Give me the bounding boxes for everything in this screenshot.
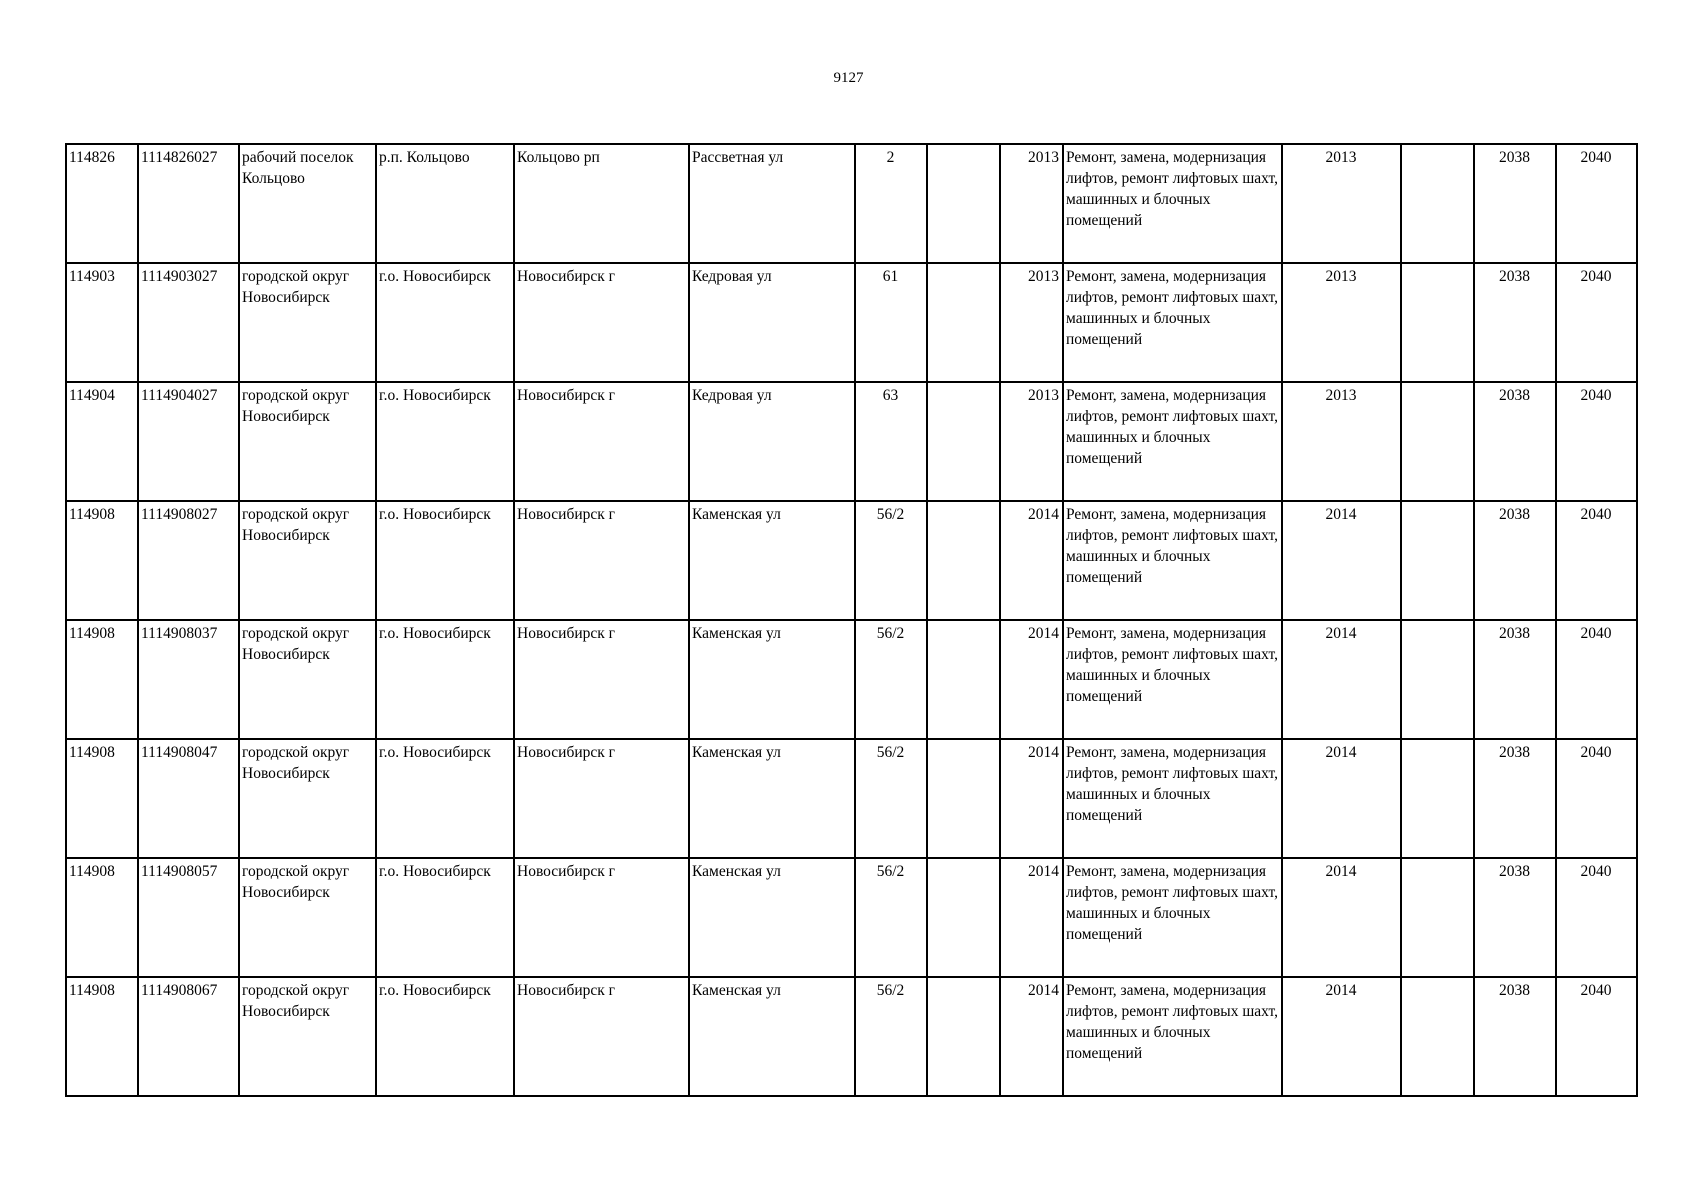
cell-year-built: 2013	[1000, 263, 1063, 382]
table-row	[66, 382, 1637, 501]
cell-id: 114908	[66, 977, 138, 1096]
cell-id: 114904	[66, 382, 138, 501]
cell-street: Рассветная ул	[689, 144, 855, 263]
page-number: 9127	[833, 70, 864, 86]
cell-settlement: Новосибирск г	[514, 620, 689, 739]
cell-work-type: Ремонт, замена, модернизация лифтов, ремонт лифтовых шахт, машинных и блочных помещений	[1063, 977, 1282, 1096]
cell-id: 114908	[66, 739, 138, 858]
cell-blank-1	[927, 263, 1000, 382]
cell-street: Каменская ул	[689, 739, 855, 858]
cell-street: Кедровая ул	[689, 263, 855, 382]
cell-house: 63	[855, 382, 927, 501]
cell-municipality-short: г.о. Новосибирск	[376, 382, 514, 501]
cell-blank-1	[927, 858, 1000, 977]
cell-house: 56/2	[855, 501, 927, 620]
table-row	[66, 739, 1637, 858]
cell-house: 56/2	[855, 977, 927, 1096]
cell-settlement: Новосибирск г	[514, 977, 689, 1096]
cell-municipality: рабочий поселок Кольцово	[239, 144, 376, 263]
cell-year-built: 2014	[1000, 620, 1063, 739]
cell-work-type: Ремонт, замена, модернизация лифтов, ремонт лифтовых шахт, машинных и блочных помещений	[1063, 739, 1282, 858]
cell-blank-1	[927, 382, 1000, 501]
cell-municipality-short: г.о. Новосибирск	[376, 739, 514, 858]
cell-year-b: 2040	[1556, 739, 1637, 858]
cell-street: Каменская ул	[689, 858, 855, 977]
cell-code: 1114826027	[138, 144, 239, 263]
cell-street: Каменская ул	[689, 977, 855, 1096]
cell-blank-1	[927, 620, 1000, 739]
cell-blank-2	[1401, 144, 1474, 263]
cell-blank-1	[927, 501, 1000, 620]
cell-year-a: 2038	[1474, 263, 1556, 382]
cell-street: Каменская ул	[689, 501, 855, 620]
cell-year-work: 2014	[1282, 858, 1401, 977]
cell-municipality-short: р.п. Кольцово	[376, 144, 514, 263]
cell-municipality-short: г.о. Новосибирск	[376, 263, 514, 382]
cell-year-built: 2014	[1000, 858, 1063, 977]
cell-year-b: 2040	[1556, 977, 1637, 1096]
registry-table	[65, 143, 1638, 1097]
cell-blank-1	[927, 144, 1000, 263]
table-row	[66, 977, 1637, 1096]
cell-year-work: 2014	[1282, 739, 1401, 858]
table-row	[66, 620, 1637, 739]
cell-year-work: 2013	[1282, 382, 1401, 501]
cell-blank-2	[1401, 263, 1474, 382]
cell-year-a: 2038	[1474, 739, 1556, 858]
cell-blank-2	[1401, 501, 1474, 620]
cell-settlement: Новосибирск г	[514, 858, 689, 977]
table-row	[66, 501, 1637, 620]
cell-code: 1114908037	[138, 620, 239, 739]
cell-year-built: 2013	[1000, 382, 1063, 501]
cell-year-a: 2038	[1474, 858, 1556, 977]
cell-blank-2	[1401, 977, 1474, 1096]
cell-settlement: Новосибирск г	[514, 382, 689, 501]
cell-work-type: Ремонт, замена, модернизация лифтов, ремонт лифтовых шахт, машинных и блочных помещений	[1063, 620, 1282, 739]
cell-house: 61	[855, 263, 927, 382]
cell-year-b: 2040	[1556, 263, 1637, 382]
cell-year-a: 2038	[1474, 382, 1556, 501]
table-row	[66, 263, 1637, 382]
cell-id: 114826	[66, 144, 138, 263]
cell-code: 1114908047	[138, 739, 239, 858]
cell-code: 1114904027	[138, 382, 239, 501]
cell-year-b: 2040	[1556, 382, 1637, 501]
table-body	[66, 144, 1637, 1096]
cell-blank-2	[1401, 620, 1474, 739]
cell-work-type: Ремонт, замена, модернизация лифтов, ремонт лифтовых шахт, машинных и блочных помещений	[1063, 263, 1282, 382]
table-row	[66, 858, 1637, 977]
cell-id: 114908	[66, 620, 138, 739]
cell-municipality: городской округ Новосибирск	[239, 858, 376, 977]
cell-settlement: Новосибирск г	[514, 263, 689, 382]
cell-year-built: 2014	[1000, 739, 1063, 858]
cell-work-type: Ремонт, замена, модернизация лифтов, ремонт лифтовых шахт, машинных и блочных помещений	[1063, 144, 1282, 263]
cell-year-a: 2038	[1474, 620, 1556, 739]
cell-id: 114903	[66, 263, 138, 382]
cell-year-work: 2014	[1282, 501, 1401, 620]
cell-municipality: городской округ Новосибирск	[239, 739, 376, 858]
cell-year-built: 2014	[1000, 977, 1063, 1096]
cell-blank-2	[1401, 858, 1474, 977]
cell-code: 1114908027	[138, 501, 239, 620]
cell-year-b: 2040	[1556, 501, 1637, 620]
cell-house: 56/2	[855, 739, 927, 858]
cell-municipality: городской округ Новосибирск	[239, 263, 376, 382]
cell-municipality: городской округ Новосибирск	[239, 620, 376, 739]
cell-work-type: Ремонт, замена, модернизация лифтов, ремонт лифтовых шахт, машинных и блочных помещений	[1063, 382, 1282, 501]
cell-code: 1114903027	[138, 263, 239, 382]
cell-year-work: 2013	[1282, 144, 1401, 263]
cell-street: Каменская ул	[689, 620, 855, 739]
cell-municipality-short: г.о. Новосибирск	[376, 977, 514, 1096]
cell-id: 114908	[66, 501, 138, 620]
cell-year-work: 2014	[1282, 620, 1401, 739]
cell-year-b: 2040	[1556, 620, 1637, 739]
cell-blank-2	[1401, 382, 1474, 501]
cell-house: 56/2	[855, 620, 927, 739]
cell-work-type: Ремонт, замена, модернизация лифтов, ремонт лифтовых шахт, машинных и блочных помещений	[1063, 501, 1282, 620]
cell-blank-1	[927, 739, 1000, 858]
cell-work-type: Ремонт, замена, модернизация лифтов, ремонт лифтовых шахт, машинных и блочных помещений	[1063, 858, 1282, 977]
cell-blank-1	[927, 977, 1000, 1096]
cell-municipality-short: г.о. Новосибирск	[376, 501, 514, 620]
cell-house: 56/2	[855, 858, 927, 977]
cell-code: 1114908057	[138, 858, 239, 977]
cell-year-work: 2014	[1282, 977, 1401, 1096]
cell-settlement: Новосибирск г	[514, 501, 689, 620]
cell-blank-2	[1401, 739, 1474, 858]
cell-year-work: 2013	[1282, 263, 1401, 382]
cell-year-built: 2013	[1000, 144, 1063, 263]
cell-year-a: 2038	[1474, 977, 1556, 1096]
cell-street: Кедровая ул	[689, 382, 855, 501]
cell-year-a: 2038	[1474, 144, 1556, 263]
cell-municipality: городской округ Новосибирск	[239, 501, 376, 620]
cell-settlement: Кольцово рп	[514, 144, 689, 263]
table-row	[66, 144, 1637, 263]
cell-year-a: 2038	[1474, 501, 1556, 620]
cell-municipality: городской округ Новосибирск	[239, 382, 376, 501]
cell-house: 2	[855, 144, 927, 263]
cell-year-b: 2040	[1556, 858, 1637, 977]
cell-municipality-short: г.о. Новосибирск	[376, 620, 514, 739]
cell-id: 114908	[66, 858, 138, 977]
cell-year-b: 2040	[1556, 144, 1637, 263]
cell-year-built: 2014	[1000, 501, 1063, 620]
cell-municipality-short: г.о. Новосибирск	[376, 858, 514, 977]
cell-municipality: городской округ Новосибирск	[239, 977, 376, 1096]
cell-settlement: Новосибирск г	[514, 739, 689, 858]
cell-code: 1114908067	[138, 977, 239, 1096]
